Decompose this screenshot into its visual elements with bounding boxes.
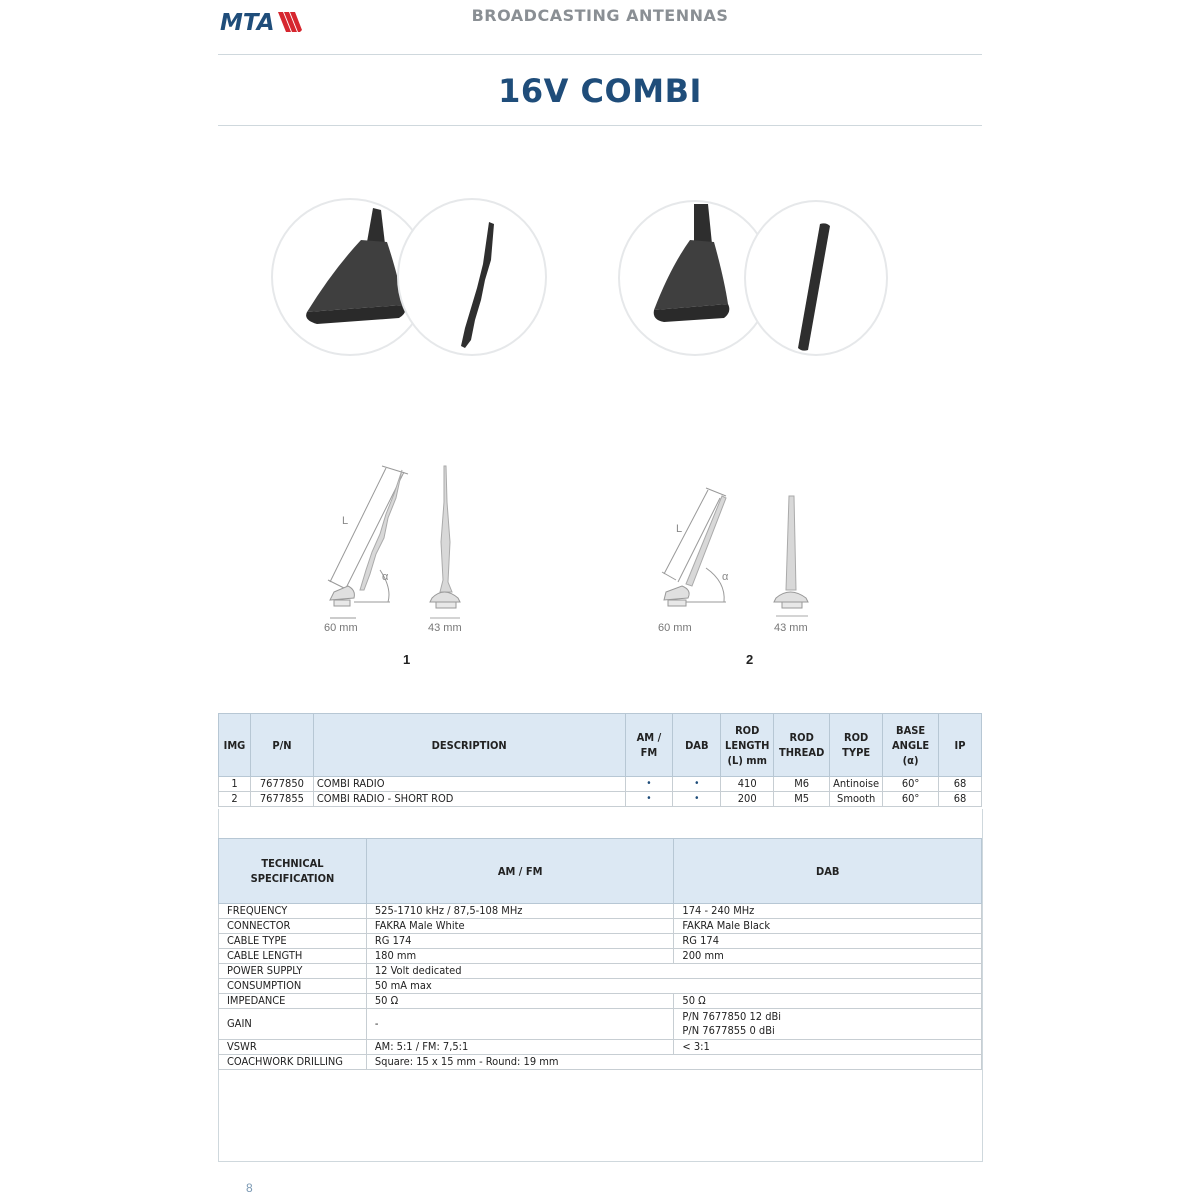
drawing-2-front (770, 494, 814, 626)
header-amfm: AM / FM (366, 839, 674, 904)
cell-rod-type: Antinoise (830, 777, 883, 792)
product-2-rod-photo (744, 200, 888, 356)
length-symbol-2: L (676, 523, 683, 535)
header-technical-spec: TECHNICAL SPECIFICATION (219, 839, 367, 904)
spec-amfm: 50 Ω (366, 994, 674, 1009)
cell-description: COMBI RADIO (313, 777, 625, 792)
cell-ip: 68 (939, 792, 982, 807)
spec-dab: 50 Ω (674, 994, 982, 1009)
products-table (218, 713, 982, 807)
spec-dab: P/N 7677850 12 dBi P/N 7677855 0 dBi (674, 1009, 982, 1040)
section-title: BROADCASTING ANTENNAS (471, 6, 729, 25)
spec-value: Square: 15 x 15 mm - Round: 19 mm (366, 1055, 981, 1070)
spec-amfm: 525-1710 kHz / 87,5-108 MHz (366, 904, 674, 919)
header-base-angle: BASE ANGLE (α) (883, 714, 939, 777)
angle-symbol-2: α (722, 571, 729, 583)
header-pn: P/N (250, 714, 313, 777)
spec-label: IMPEDANCE (219, 994, 367, 1009)
header-rod-thread: ROD THREAD (774, 714, 830, 777)
cell-base-angle: 60° (883, 792, 939, 807)
spec-value: 50 mA max (366, 979, 981, 994)
page-number: 8 (246, 1181, 253, 1195)
header-rod-length: ROD LENGTH (L) mm (721, 714, 774, 777)
spec-label: CONNECTOR (219, 919, 367, 934)
spec-dab: RG 174 (674, 934, 982, 949)
spec-amfm: - (366, 1009, 674, 1040)
cell-pn: 7677855 (250, 792, 313, 807)
spec-amfm: FAKRA Male White (366, 919, 674, 934)
spec-label: CONSUMPTION (219, 979, 367, 994)
spec-table (218, 838, 982, 1070)
cell-dab: • (673, 792, 721, 807)
spec-label: GAIN (219, 1009, 367, 1040)
page-title: 16V COMBI (498, 72, 702, 110)
cell-dab: • (673, 777, 721, 792)
spec-amfm: AM: 5:1 / FM: 7,5:1 (366, 1040, 674, 1055)
length-symbol-1: L (342, 515, 349, 527)
spec-row-vswr (219, 1040, 982, 1055)
spec-amfm: RG 174 (366, 934, 674, 949)
spec-row-connector (219, 919, 982, 934)
spec-row-drilling (219, 1055, 982, 1070)
spec-header-row (219, 839, 982, 904)
spec-label: VSWR (219, 1040, 367, 1055)
drawing-1-front (424, 462, 474, 626)
spec-dab: 200 mm (674, 949, 982, 964)
header-dab: DAB (674, 839, 982, 904)
dimension-side-2: 43 mm (774, 622, 808, 634)
spec-row-consumption (219, 979, 982, 994)
header-ip: IP (939, 714, 982, 777)
spec-row-gain (219, 1009, 982, 1040)
cell-pn: 7677850 (250, 777, 313, 792)
header-amfm: AM / FM (625, 714, 673, 777)
spec-row-cable-type (219, 934, 982, 949)
cell-amfm: • (625, 792, 673, 807)
angle-symbol-1: α (382, 571, 389, 583)
spec-label: CABLE TYPE (219, 934, 367, 949)
figure-label-1: 1 (403, 652, 411, 667)
spec-label: POWER SUPPLY (219, 964, 367, 979)
drawing-2-angled (656, 486, 776, 626)
dimension-base-1: 60 mm (324, 622, 358, 634)
header-rod-type: ROD TYPE (830, 714, 883, 777)
header-divider (218, 54, 982, 55)
spec-row-impedance (219, 994, 982, 1009)
logo-text: MTA (220, 10, 275, 34)
header-img: IMG (219, 714, 251, 777)
spec-label: CABLE LENGTH (219, 949, 367, 964)
spec-dab: FAKRA Male Black (674, 919, 982, 934)
spec-row-cable-length (219, 949, 982, 964)
cell-rod-type: Smooth (830, 792, 883, 807)
title-divider (218, 125, 982, 126)
header-dab: DAB (673, 714, 721, 777)
spec-dab: < 3:1 (674, 1040, 982, 1055)
cell-rod-length: 410 (721, 777, 774, 792)
cell-ip: 68 (939, 777, 982, 792)
table-row (219, 777, 982, 792)
figure-label-2: 2 (746, 652, 754, 667)
cell-description: COMBI RADIO - SHORT ROD (313, 792, 625, 807)
spec-value: 12 Volt dedicated (366, 964, 981, 979)
cell-base-angle: 60° (883, 777, 939, 792)
cell-img: 1 (219, 777, 251, 792)
cell-rod-length: 200 (721, 792, 774, 807)
spec-dab: 174 - 240 MHz (674, 904, 982, 919)
cell-rod-thread: M5 (774, 792, 830, 807)
product-1-rod-photo (397, 198, 547, 356)
cell-rod-thread: M6 (774, 777, 830, 792)
spec-label: COACHWORK DRILLING (219, 1055, 367, 1070)
cell-amfm: • (625, 777, 673, 792)
spec-row-power-supply (219, 964, 982, 979)
spec-row-frequency (219, 904, 982, 919)
header-description: DESCRIPTION (313, 714, 625, 777)
table-row (219, 792, 982, 807)
dimension-side-1: 43 mm (428, 622, 462, 634)
products-header-row (219, 714, 982, 777)
spec-label: FREQUENCY (219, 904, 367, 919)
spec-amfm: 180 mm (366, 949, 674, 964)
cell-img: 2 (219, 792, 251, 807)
dimension-base-2: 60 mm (658, 622, 692, 634)
